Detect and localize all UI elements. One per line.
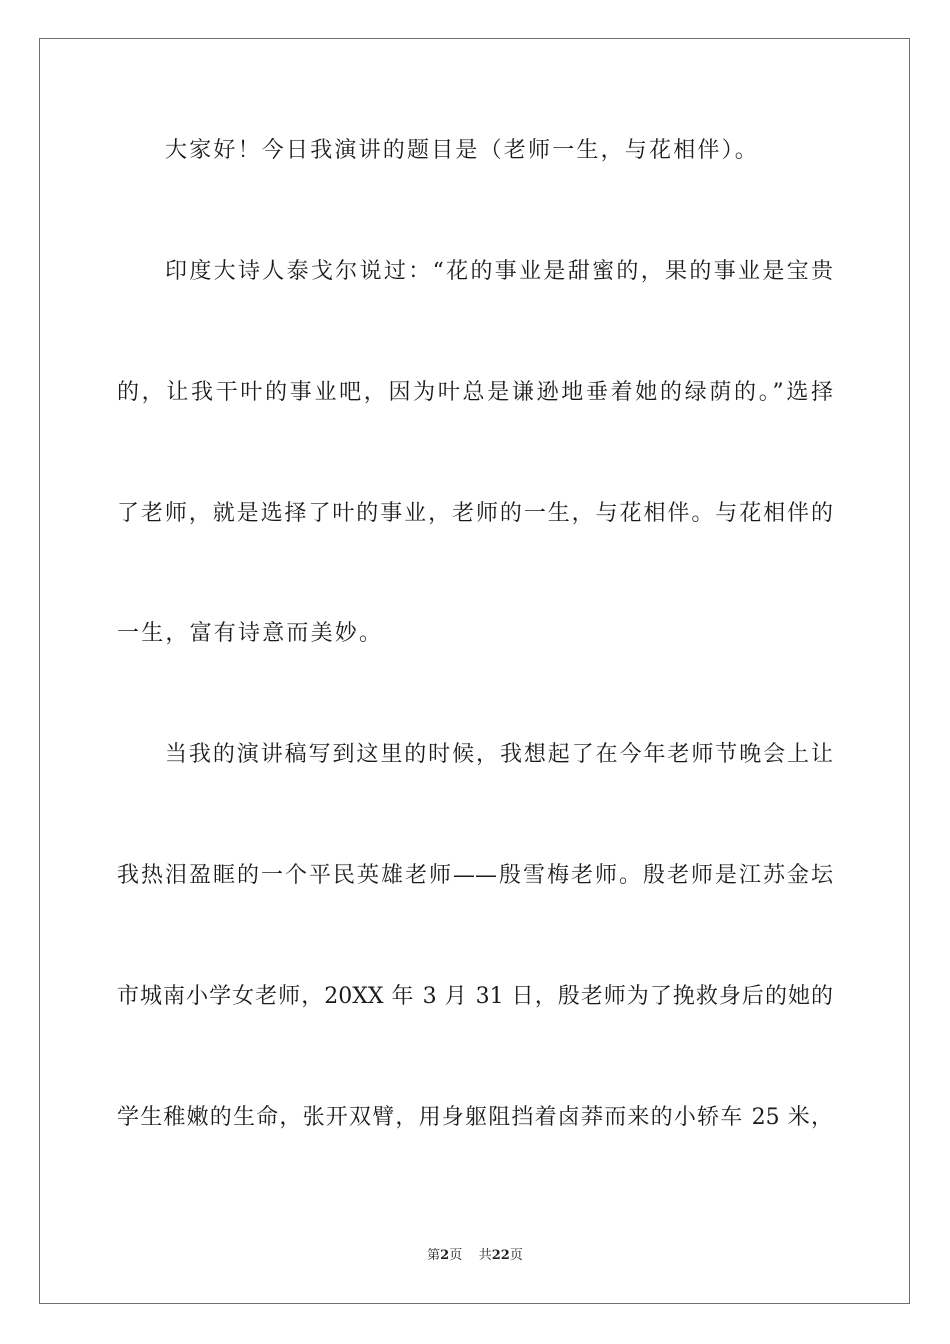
paragraph-line: 一生，富有诗意而美妙。 — [117, 621, 384, 646]
paragraph-line: 当我的演讲稿写到这里的时候，我想起了在今年老师节晚会上让 — [165, 742, 833, 767]
total-prefix: 共 — [478, 1248, 492, 1263]
page-prefix: 第 — [427, 1248, 441, 1263]
paragraph-line: 我热泪盈眶的一个平民英雄老师——殷雪梅老师。殷老师是江苏金坛 — [117, 863, 833, 888]
current-page-number: 2 — [440, 1248, 450, 1263]
total-suffix: 页 — [509, 1248, 523, 1263]
paragraph-line: 大家好！今日我演讲的题目是（老师一生，与花相伴）。 — [165, 138, 760, 163]
page-footer — [0, 1247, 950, 1265]
paragraph-line: 印度大诗人泰戈尔说过：“花的事业是甜蜜的，果的事业是宝贵 — [165, 259, 833, 284]
total-pages-number: 22 — [491, 1248, 510, 1263]
paragraph-line: 了老师，就是选择了叶的事业，老师的一生，与花相伴。与花相伴的 — [117, 501, 833, 526]
page-suffix: 页 — [449, 1248, 463, 1263]
paragraph-line: 市城南小学女老师，20XX 年 3 月 31 日，殷老师为了挽救身后的她的 — [117, 984, 833, 1009]
paragraph-line: 的，让我干叶的事业吧，因为叶总是谦逊地垂着她的绿荫的。”选择 — [117, 380, 833, 405]
paragraph-line: 学生稚嫩的生命，张开双臂，用身躯阻挡着卤莽而来的小轿车 25 米， — [117, 1105, 833, 1130]
